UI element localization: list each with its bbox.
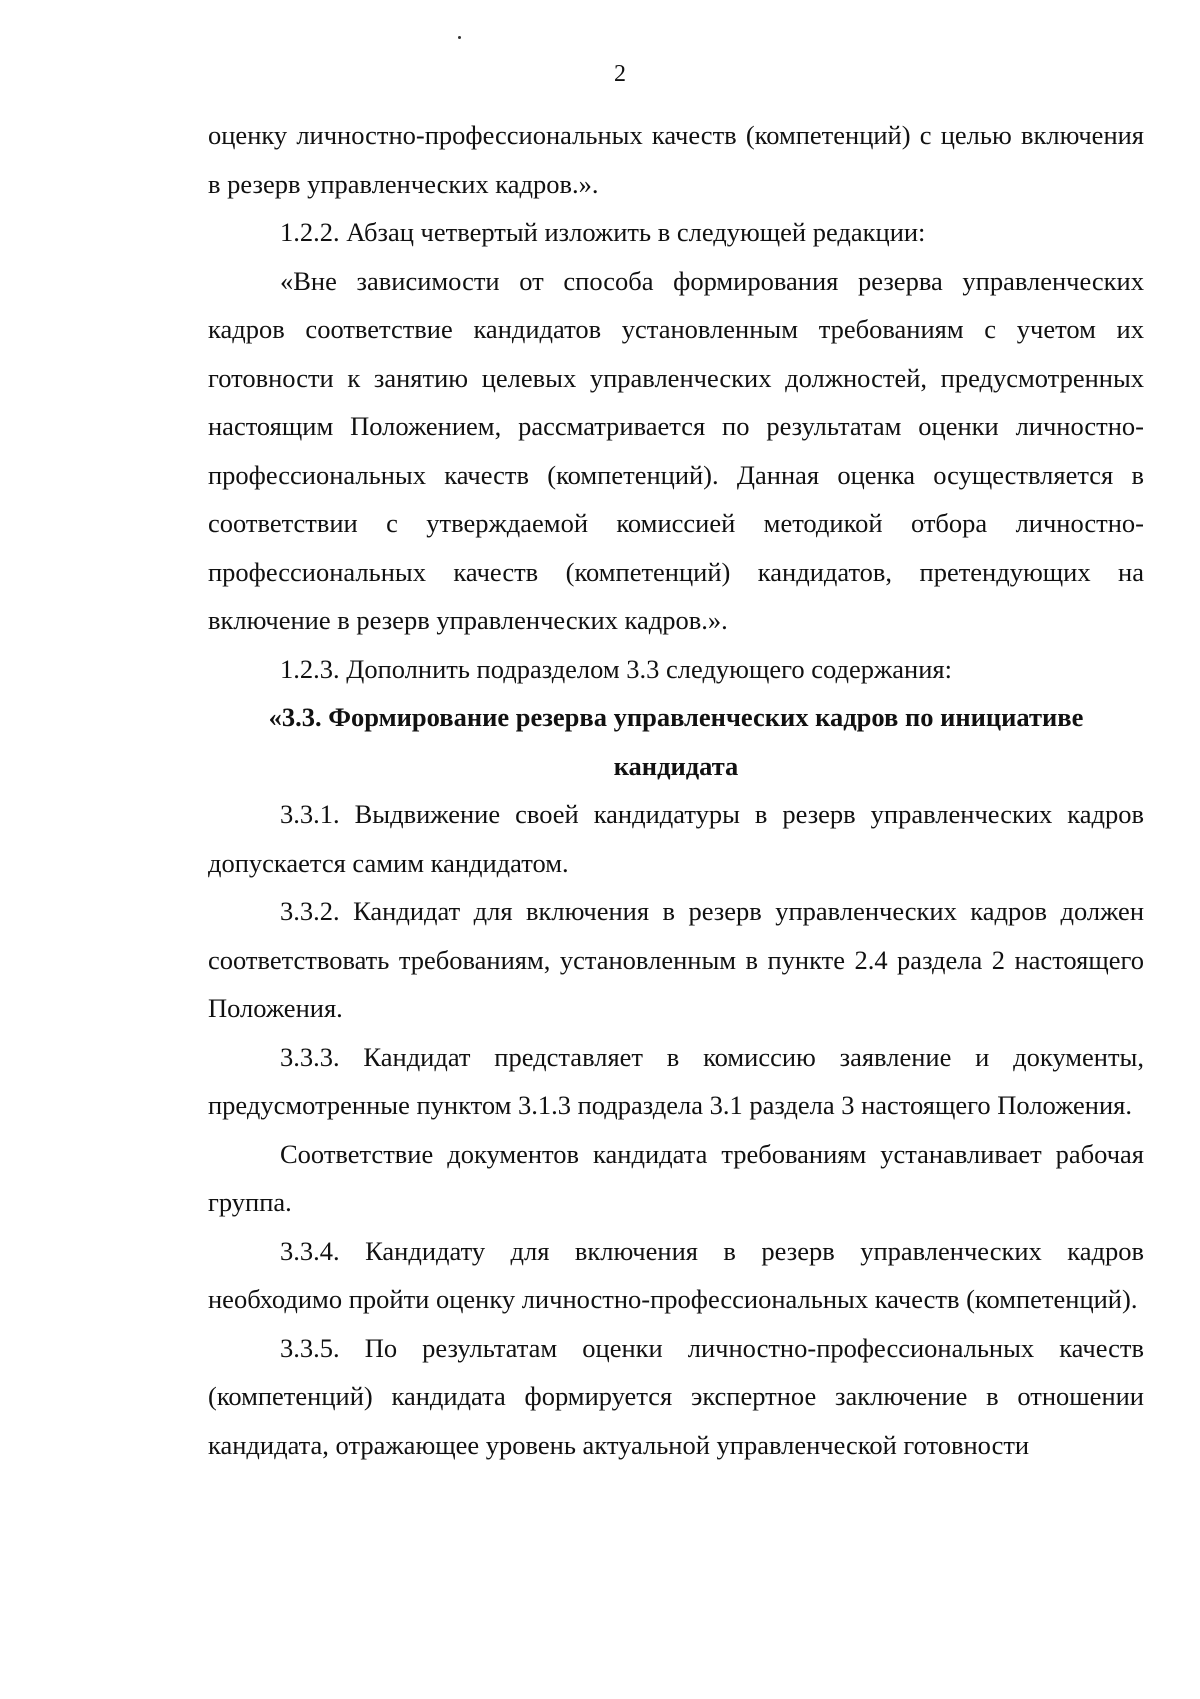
paragraph-1-2-3: 1.2.3. Дополнить подразделом 3.3 следующего содержания:	[280, 653, 952, 684]
page-number: 2	[614, 61, 626, 87]
section-heading-line-2: кандидата	[613, 750, 739, 781]
paragraph-3-3-3-continuation: Соответствие документов кандидата требованиям устанавливает рабочая группа.	[208, 1138, 1144, 1217]
paragraph-1-2-2: 1.2.2. Абзац четвертый изложить в следующей редакции:	[280, 217, 926, 247]
paragraph-3-3-2: 3.3.2. Кандидат для включения в резерв управленческих кадров должен соответствовать требованиям, установленным в пункте 2.4 раздела 2 настоящего Положения.	[208, 896, 1144, 1023]
section-heading	[208, 693, 1144, 790]
document-body	[208, 111, 1144, 1469]
paragraph-continuation: оценку личностно-профессиональных качеств (компетенций) с целью включения в резерв управленческих кадров.».	[208, 120, 1144, 199]
paragraph-3-3-4: 3.3.4. Кандидату для включения в резерв управленческих кадров необходимо пройти оценку личностно-профессиональных качеств (компетенций).	[208, 1235, 1144, 1314]
paragraph-3-3-5: 3.3.5. По результатам оценки личностно-профессиональных качеств (компетенций) кандидата формируется экспертное заключение в отношении кандидата, отражающее уровень актуальной управленческой готовности	[208, 1332, 1144, 1460]
paragraph-3-3-1: 3.3.1. Выдвижение своей кандидатуры в резерв управленческих кадров допускается самим кандидатом.	[208, 799, 1144, 878]
paragraph-quote: «Вне зависимости от способа формирования резерва управленческих кадров соответствие кандидатов установленным требованиям с учетом их готовности к занятию целевых управленческих должностей, предусмотренных настоящим Положением, рассматривается по результатам оценки личностно-профессиональных качеств (компетенций). Данная оценка осуществляется в соответствии с утверждаемой комиссией методикой отбора личностно-профессиональных качеств (компетенций) кандидатов, претендующих на включение в резерв управленческих кадров.».	[208, 265, 1144, 635]
section-heading-line-1: «3.3. Формирование резерва управленческих кадров по инициативе	[268, 702, 1084, 732]
paragraph-3-3-3: 3.3.3. Кандидат представляет в комиссию заявление и документы, предусмотренные пунктом 3.1.3 подраздела 3.1 раздела 3 настоящего Положения.	[208, 1041, 1144, 1120]
scan-speck	[458, 36, 461, 39]
